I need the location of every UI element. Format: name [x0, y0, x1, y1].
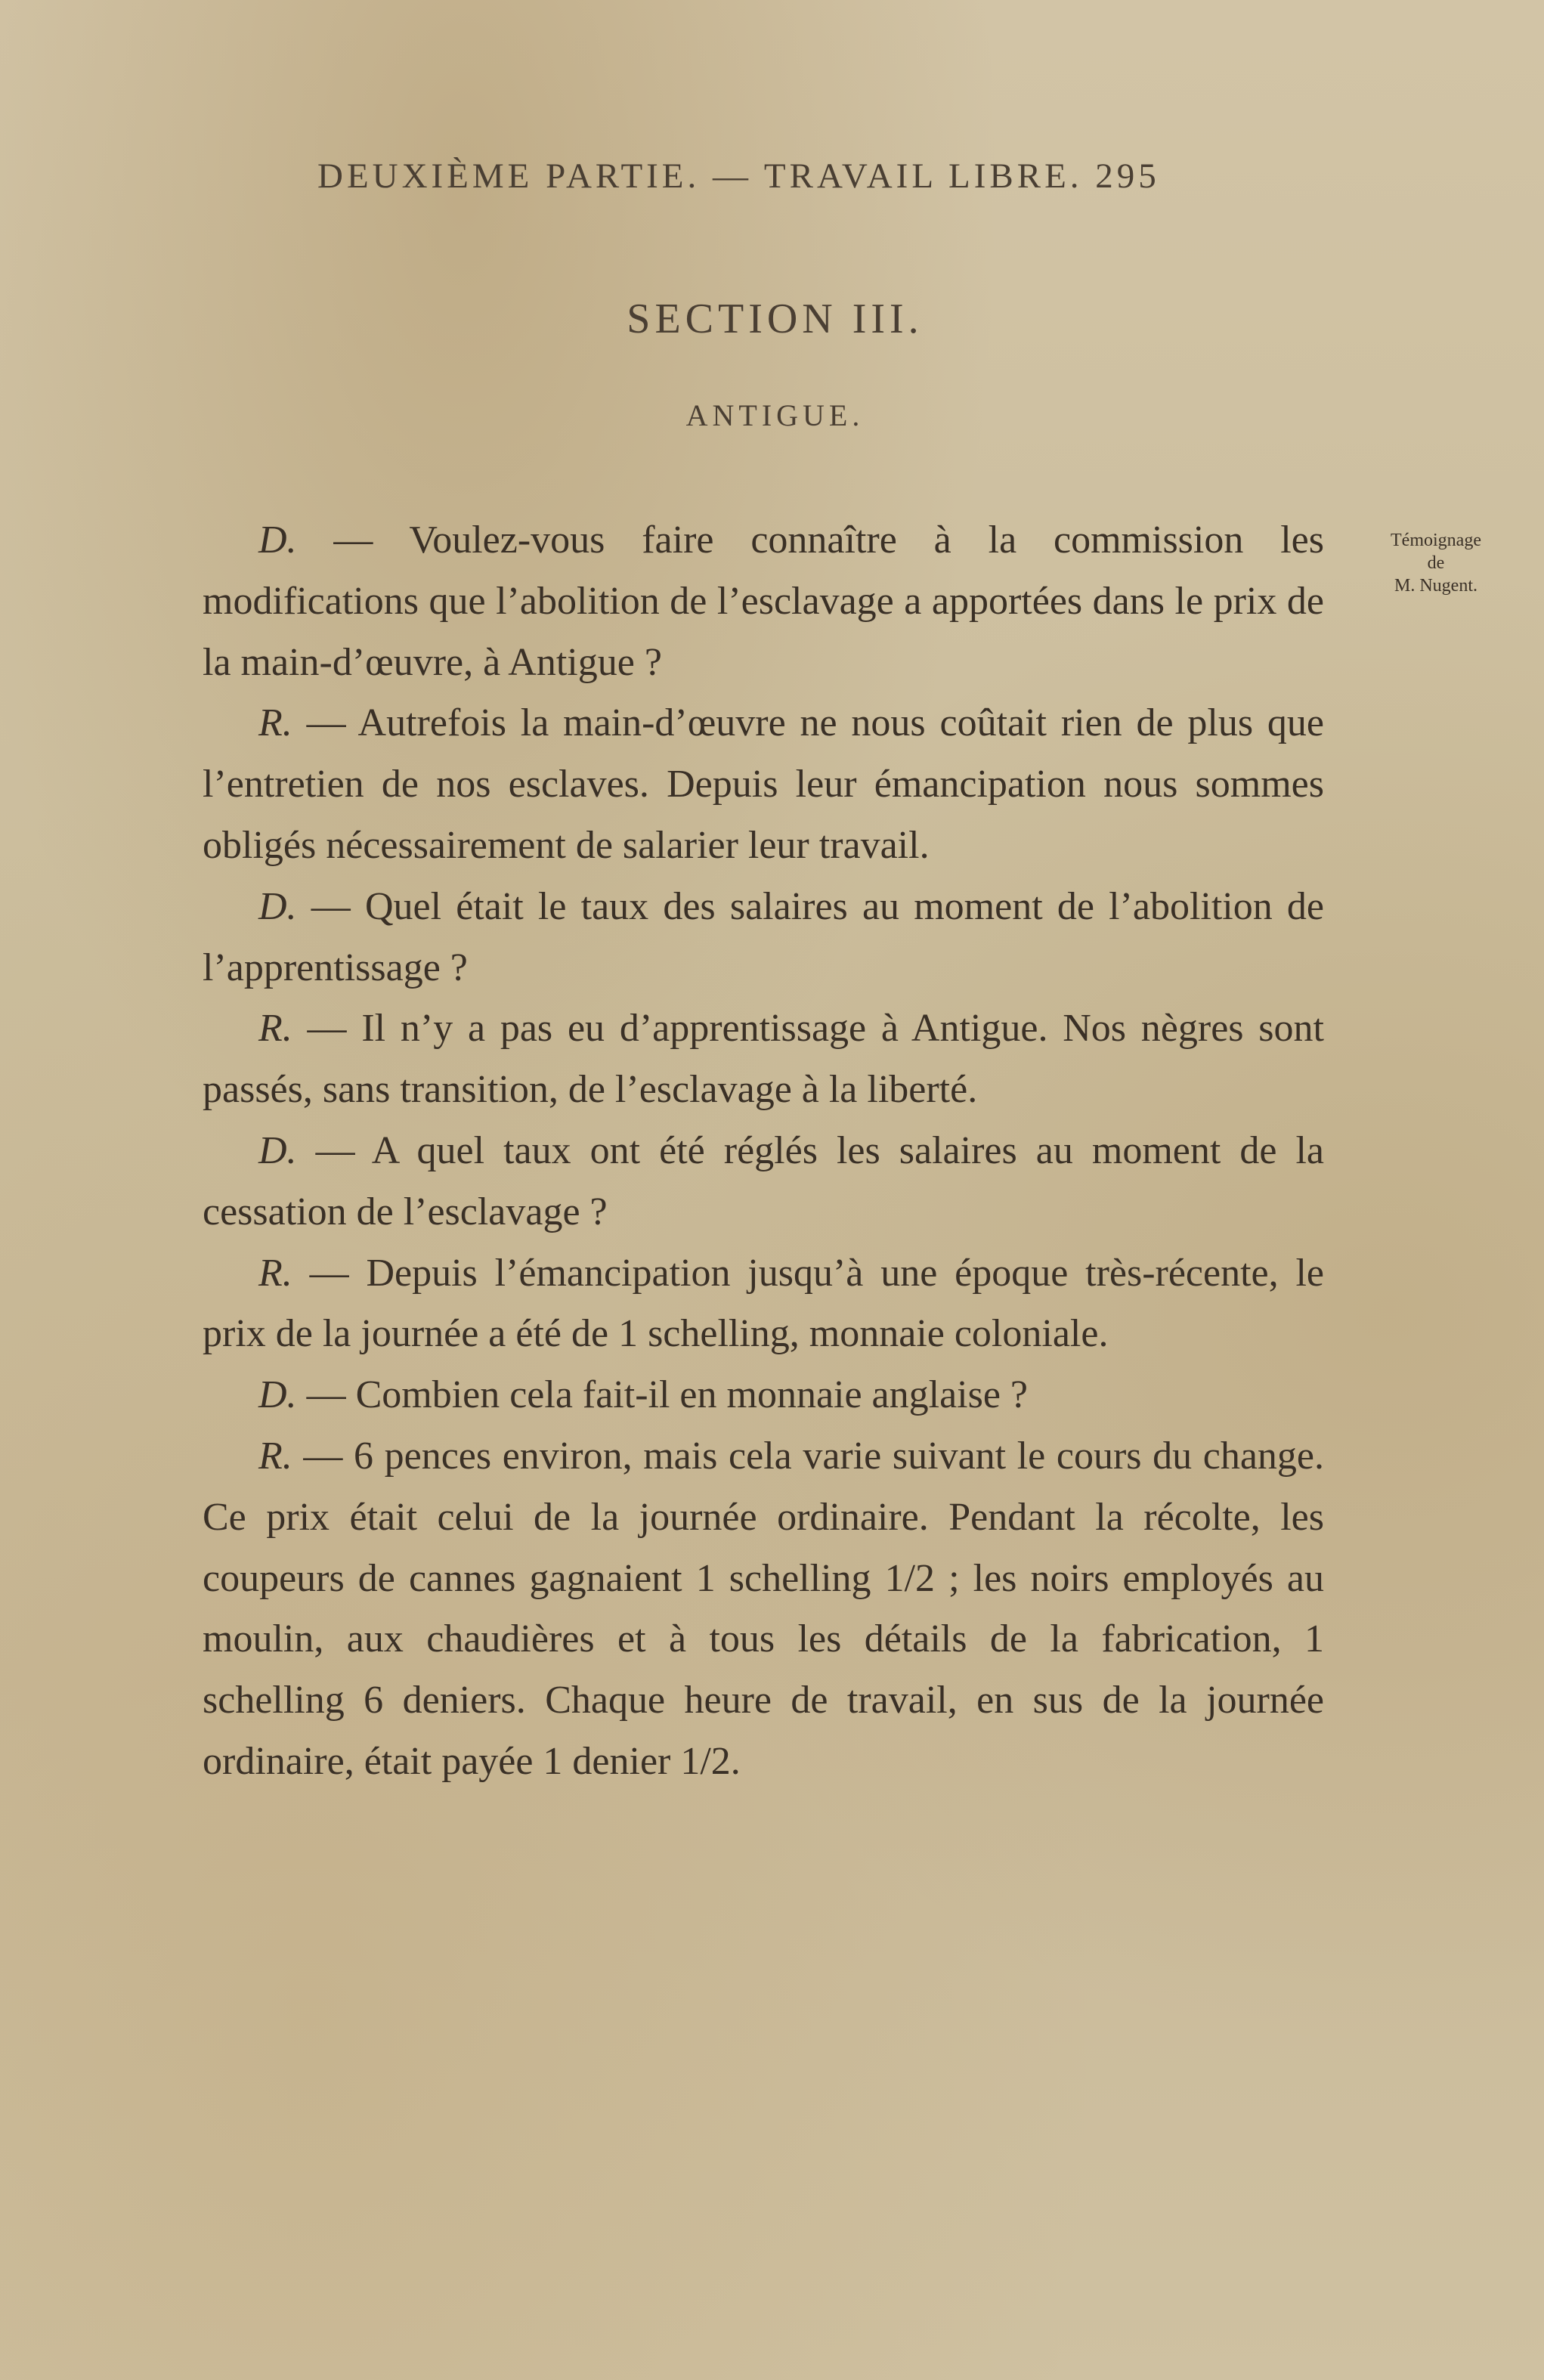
- speaker-label: R.: [258, 1007, 292, 1051]
- paragraph: [203, 1365, 1324, 1426]
- paragraph-text: — 6 pences environ, mais cela varie suivant le cours du change. Ce prix était celui de la journée ordinaire. Pendant la récolte, les coupeurs de cannes gagnaient 1 schelling 1/2 ; les noirs employés au moulin, aux chaudières et à tous les détails de la fabrication, 1 schelling 6 deniers. Chaque heure de travail, en sus de la journée ordinaire, était payée 1 denier 1/2.: [203, 1434, 1324, 1783]
- paragraph-text: — Il n’y a pas eu d’apprentissage à Antigue. Nos nègres sont passés, sans transition, de l’esclavage à la liberté.: [203, 1007, 1324, 1112]
- paragraph: [203, 510, 1324, 693]
- speaker-label: R.: [258, 701, 292, 745]
- margin-note-line: M. Nugent.: [1394, 576, 1477, 596]
- section-title-text: SECTION III.: [627, 296, 924, 342]
- speaker-label: D.: [258, 1128, 297, 1172]
- paragraph-text: — Quel était le taux des salaires au moment de l’abolition de l’apprentissage ?: [203, 884, 1324, 989]
- paragraph: [203, 1426, 1324, 1793]
- margin-note-line: Témoignage: [1391, 531, 1481, 550]
- body-text: [203, 510, 1324, 1793]
- running-head: DEUXIÈME PARTIE. — TRAVAIL LIBRE. 295: [317, 156, 1160, 196]
- paragraph: [203, 877, 1324, 999]
- paragraph: [203, 1243, 1324, 1366]
- margin-note: [1360, 529, 1512, 597]
- paragraph-text: — Depuis l’émancipation jusqu’à une époque très-récente, le prix de la journée a été de 1 schelling, monnaie coloniale.: [203, 1251, 1324, 1356]
- paragraph: [203, 1121, 1324, 1243]
- paragraph-text: — Autrefois la main-d’œuvre ne nous coûtait rien de plus que l’entretien de nos esclaves. Depuis leur émancipation nous sommes obligés nécessairement de salarier leur travail.: [203, 701, 1324, 867]
- speaker-label: R.: [258, 1251, 292, 1295]
- paragraph-text: — Combien cela fait-il en monnaie anglaise ?: [296, 1373, 1028, 1417]
- margin-note-line: de: [1427, 553, 1445, 573]
- paragraph: [203, 693, 1324, 876]
- section-title: [0, 295, 1544, 343]
- speaker-label: D.: [258, 884, 297, 928]
- speaker-label: D.: [258, 518, 297, 562]
- paragraph: [203, 998, 1324, 1121]
- subsection-title-text: ANTIGUE.: [685, 398, 865, 432]
- paragraph-text: — Voulez-vous faire connaître à la commission les modifications que l’abolition de l’esclavage a apportées dans le prix de la main-d’œuvre, à Antigue ?: [203, 518, 1324, 684]
- paragraph-text: — A quel taux ont été réglés les salaires au moment de la cessation de l’esclavage ?: [203, 1128, 1324, 1233]
- speaker-label: R.: [258, 1434, 292, 1478]
- subsection-title: [0, 398, 1544, 433]
- speaker-label: D.: [258, 1373, 297, 1417]
